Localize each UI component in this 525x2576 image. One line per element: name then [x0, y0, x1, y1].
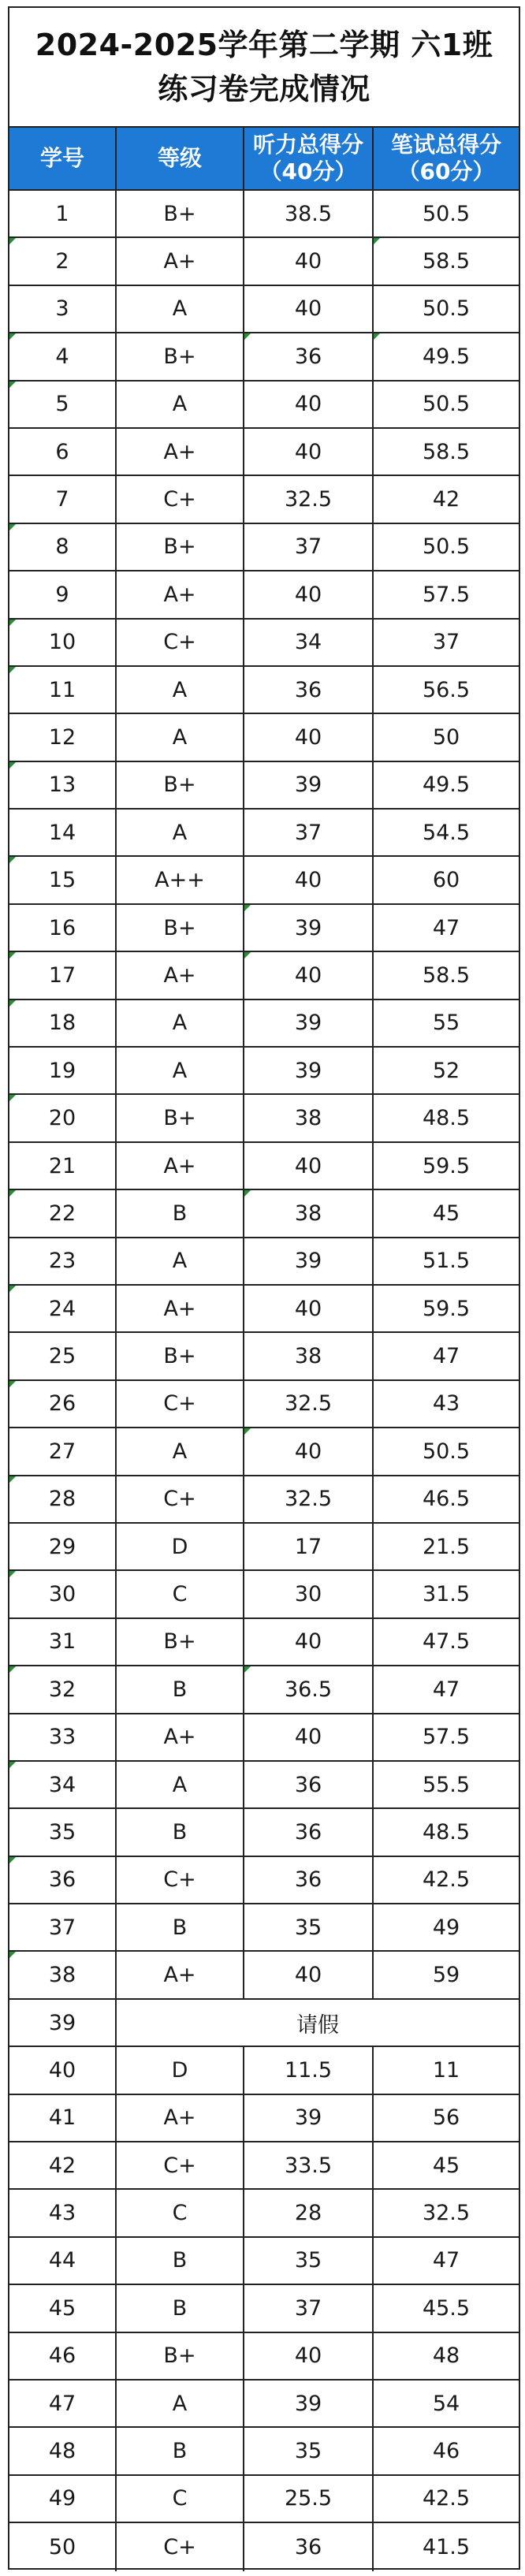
cell-id: 2 — [9, 238, 117, 284]
cell-grade: A — [117, 714, 244, 760]
cell-written: 57.5 — [422, 582, 471, 607]
table-row — [9, 2238, 519, 2285]
cell-written: 49.5 — [422, 772, 471, 798]
cell-grade: B — [117, 1666, 244, 1712]
cell-grade: A+ — [117, 1143, 244, 1189]
cell-grade: B — [117, 2428, 244, 2474]
cell-id: 15 — [9, 857, 117, 903]
cell-listening: 40 — [244, 1143, 374, 1189]
cell-indicator-icon — [9, 1666, 16, 1673]
cell-id: 40 — [9, 2047, 117, 2093]
cell-listening: 39 — [244, 2381, 374, 2426]
cell-listening: 39 — [244, 2095, 374, 2141]
cell-id: 11 — [9, 667, 117, 713]
column-header-listening-line2: （40分） — [259, 158, 357, 184]
table-row — [9, 1904, 519, 1952]
cell-written: 45 — [432, 2153, 460, 2178]
cell-listening: 32.5 — [244, 1381, 374, 1427]
cell-grade: A+ — [117, 1714, 244, 1760]
cell-listening: 40 — [244, 1952, 374, 1997]
cell-id: 43 — [9, 2190, 117, 2235]
cell-listening: 32.5 — [244, 1476, 374, 1522]
table-row — [9, 952, 519, 1000]
column-header-listening-line1: 听力总得分 — [252, 132, 363, 158]
cell-indicator-icon — [9, 1381, 16, 1387]
table-row — [9, 2428, 519, 2475]
cell-written: 48 — [432, 2343, 460, 2369]
cell-listening: 17 — [244, 1524, 374, 1569]
cell-grade: B+ — [117, 1333, 244, 1379]
cell-id: 4 — [9, 333, 117, 379]
table-row — [9, 1048, 519, 1095]
cell-grade: D — [117, 2047, 244, 2093]
cell-listening: 35 — [244, 2238, 374, 2284]
cell-id: 39 — [9, 2000, 117, 2046]
cell-id: 36 — [9, 1857, 117, 1903]
cell-listening: 36 — [244, 2523, 374, 2570]
cell-written: 56 — [432, 2105, 460, 2131]
cell-indicator-icon — [9, 1952, 16, 1958]
table-row — [9, 238, 519, 285]
column-header-grade-label: 等级 — [157, 145, 202, 171]
cell-id: 14 — [9, 810, 117, 855]
cell-listening: 40 — [244, 429, 374, 475]
cell-indicator-icon — [9, 762, 16, 769]
table-row — [9, 191, 519, 238]
cell-listening: 39 — [244, 1238, 374, 1284]
table-row — [9, 1000, 519, 1048]
cell-id: 3 — [9, 286, 117, 332]
cell-grade: C — [117, 1571, 244, 1617]
cell-grade: B — [117, 2238, 244, 2284]
cell-written: 52 — [432, 1058, 460, 1083]
cell-written: 45 — [432, 1201, 460, 1226]
cell-grade: A — [117, 1048, 244, 1093]
cell-indicator-icon — [244, 1666, 251, 1673]
cell-listening: 40 — [244, 952, 374, 998]
cell-grade: B — [117, 1190, 244, 1236]
cell-id: 28 — [9, 1476, 117, 1522]
cell-written: 49 — [432, 1915, 460, 1940]
cell-listening: 38 — [244, 1095, 374, 1141]
cell-listening: 33.5 — [244, 2142, 374, 2188]
cell-id: 38 — [9, 1952, 117, 1997]
cell-written: 48.5 — [422, 1106, 471, 1131]
cell-indicator-icon — [9, 524, 16, 530]
table-row — [9, 1381, 519, 1428]
cell-indicator-icon — [374, 333, 380, 340]
cell-grade: A — [117, 810, 244, 855]
cell-id: 32 — [9, 1666, 117, 1712]
cell-indicator-icon — [244, 1428, 251, 1435]
table-row — [9, 1333, 519, 1380]
cell-grade: B+ — [117, 1095, 244, 1141]
cell-listening: 40 — [244, 571, 374, 617]
cell-note: 请假 — [296, 2012, 339, 2038]
cell-written: 55.5 — [422, 1772, 471, 1797]
cell-indicator-icon — [374, 238, 380, 244]
cell-id: 35 — [9, 1809, 117, 1855]
cell-id: 31 — [9, 1619, 117, 1665]
cell-indicator-icon — [9, 1190, 16, 1197]
score-sheet — [8, 6, 520, 2570]
table-row — [9, 2047, 519, 2094]
cell-grade: A+ — [117, 952, 244, 998]
cell-id: 18 — [9, 1000, 117, 1046]
cell-written: 58.5 — [422, 439, 471, 464]
cell-listening: 38 — [244, 1333, 374, 1379]
cell-written: 51.5 — [422, 1249, 471, 1274]
cell-indicator-icon — [244, 1190, 251, 1197]
cell-id: 9 — [9, 571, 117, 617]
table-row — [9, 2476, 519, 2523]
cell-written: 54.5 — [422, 820, 471, 845]
cell-id: 49 — [9, 2476, 117, 2522]
cell-written: 56.5 — [422, 677, 471, 702]
table-row — [9, 1619, 519, 1666]
title-block — [9, 8, 519, 128]
cell-grade: A — [117, 2381, 244, 2426]
cell-indicator-icon — [9, 1000, 16, 1007]
table-row — [9, 2000, 519, 2047]
cell-written: 42.5 — [422, 2486, 471, 2511]
cell-grade: B+ — [117, 1619, 244, 1665]
cell-grade: C+ — [117, 2142, 244, 2188]
cell-id: 30 — [9, 1571, 117, 1617]
column-header-id-label: 学号 — [39, 145, 84, 171]
cell-written: 46.5 — [422, 1487, 471, 1512]
cell-grade: A+ — [117, 571, 244, 617]
cell-grade: B+ — [117, 2333, 244, 2379]
cell-id: 47 — [9, 2381, 117, 2426]
cell-written: 60 — [432, 868, 460, 893]
table-row — [9, 1428, 519, 1476]
table-row — [9, 857, 519, 904]
cell-written: 57.5 — [422, 1725, 471, 1750]
cell-id: 50 — [9, 2523, 117, 2570]
table-row — [9, 2523, 519, 2570]
cell-listening: 40 — [244, 382, 374, 427]
cell-indicator-icon — [9, 333, 16, 340]
cell-indicator-icon — [9, 667, 16, 673]
cell-written: 46 — [432, 2439, 460, 2464]
cell-grade: B — [117, 1809, 244, 1855]
cell-listening: 39 — [244, 1000, 374, 1046]
cell-written: 50.5 — [422, 392, 471, 417]
cell-written: 54 — [432, 2391, 460, 2416]
cell-grade: A+ — [117, 238, 244, 284]
cell-written: 59.5 — [422, 1296, 471, 1321]
cell-grade: B+ — [117, 333, 244, 379]
cell-grade: C+ — [117, 1381, 244, 1427]
cell-listening: 34 — [244, 620, 374, 665]
cell-written: 42 — [432, 487, 460, 512]
table-row — [9, 2190, 519, 2237]
cell-listening: 40 — [244, 238, 374, 284]
cell-listening: 40 — [244, 1714, 374, 1760]
table-row — [9, 1238, 519, 1286]
cell-grade: A — [117, 286, 244, 332]
cell-grade: A+ — [117, 1286, 244, 1331]
cell-grade: B+ — [117, 524, 244, 570]
cell-id: 46 — [9, 2333, 117, 2379]
cell-written: 50.5 — [422, 1439, 471, 1464]
column-header-written — [374, 128, 519, 189]
cell-written: 45.5 — [422, 2295, 471, 2321]
cell-written: 47 — [432, 2248, 460, 2273]
cell-written: 47 — [432, 1677, 460, 1702]
cell-id: 20 — [9, 1095, 117, 1141]
cell-listening: 11.5 — [244, 2047, 374, 2093]
cell-written: 47 — [432, 1344, 460, 1369]
cell-id: 25 — [9, 1333, 117, 1379]
cell-indicator-icon — [9, 1286, 16, 1292]
cell-grade: A++ — [117, 857, 244, 903]
cell-grade: B — [117, 2285, 244, 2331]
cell-id: 41 — [9, 2095, 117, 2141]
cell-listening: 39 — [244, 1048, 374, 1093]
cell-listening: 40 — [244, 286, 374, 332]
table-row — [9, 333, 519, 381]
column-header-written-line2: （60分） — [397, 158, 495, 184]
cell-id: 48 — [9, 2428, 117, 2474]
cell-written: 55 — [432, 1011, 460, 1036]
cell-grade: C — [117, 2476, 244, 2522]
cell-listening: 40 — [244, 1428, 374, 1474]
cell-listening: 28 — [244, 2190, 374, 2235]
table-row — [9, 1714, 519, 1762]
cell-written: 48.5 — [422, 1819, 471, 1845]
cell-id: 12 — [9, 714, 117, 760]
cell-written: 32.5 — [422, 2201, 471, 2226]
cell-written: 47.5 — [422, 1629, 471, 1655]
cell-written: 59 — [432, 1963, 460, 1988]
cell-id: 13 — [9, 762, 117, 808]
cell-id: 7 — [9, 476, 117, 522]
cell-listening: 36 — [244, 1809, 374, 1855]
cell-id: 10 — [9, 620, 117, 665]
table-row — [9, 1476, 519, 1524]
cell-grade: B+ — [117, 762, 244, 808]
table-row — [9, 1143, 519, 1190]
cell-id: 8 — [9, 524, 117, 570]
table-body — [9, 191, 519, 2571]
cell-listening: 40 — [244, 1619, 374, 1665]
table-row — [9, 1524, 519, 1571]
cell-id: 24 — [9, 1286, 117, 1331]
cell-listening: 35 — [244, 2428, 374, 2474]
cell-id: 17 — [9, 952, 117, 998]
cell-grade: C — [117, 2190, 244, 2235]
cell-id: 1 — [9, 191, 117, 236]
cell-listening: 37 — [244, 2285, 374, 2331]
table-row — [9, 1809, 519, 1856]
cell-listening: 40 — [244, 857, 374, 903]
table-row — [9, 1952, 519, 1999]
cell-written: 50.5 — [422, 201, 471, 226]
cell-written: 58.5 — [374, 238, 519, 284]
cell-written: 47 — [432, 915, 460, 940]
page-title: 2024-2025学年第二学期 六1班 — [35, 28, 493, 62]
cell-listening: 36 — [244, 667, 374, 713]
cell-written: 42.5 — [422, 1867, 471, 1893]
cell-grade: C+ — [117, 620, 244, 665]
cell-indicator-icon — [9, 1095, 16, 1101]
cell-grade: A — [117, 382, 244, 427]
table-row — [9, 905, 519, 952]
cell-grade: C+ — [117, 1857, 244, 1903]
table-row — [9, 1762, 519, 1809]
cell-indicator-icon — [9, 382, 16, 388]
column-header-written-line1: 笔试总得分 — [390, 132, 501, 158]
cell-grade: C+ — [117, 476, 244, 522]
table-row — [9, 382, 519, 429]
cell-listening: 40 — [244, 1286, 374, 1331]
cell-indicator-icon — [244, 905, 251, 911]
cell-indicator-icon — [9, 238, 16, 244]
cell-grade: A — [117, 1238, 244, 1284]
cell-listening: 36 — [244, 333, 374, 379]
cell-grade: A+ — [117, 1952, 244, 1997]
cell-grade: A — [117, 1762, 244, 1807]
table-row — [9, 476, 519, 523]
table-row — [9, 1571, 519, 1618]
cell-grade: A+ — [117, 429, 244, 475]
cell-id: 42 — [9, 2142, 117, 2188]
cell-written: 11 — [432, 2057, 460, 2083]
table-row — [9, 286, 519, 333]
table-row — [9, 1286, 519, 1333]
cell-grade: B — [117, 1904, 244, 1950]
table-row — [9, 667, 519, 714]
table-row — [9, 2285, 519, 2332]
cell-written: 58.5 — [422, 962, 471, 988]
cell-listening: 38 — [244, 1190, 374, 1236]
cell-grade: B+ — [117, 191, 244, 236]
cell-grade: C+ — [117, 2523, 244, 2570]
column-header-grade — [117, 128, 244, 189]
table-row — [9, 2333, 519, 2381]
column-header-listening — [244, 128, 374, 189]
table-row — [9, 524, 519, 571]
cell-id: 44 — [9, 2238, 117, 2284]
table-row — [9, 1190, 519, 1238]
cell-listening: 36.5 — [244, 1666, 374, 1712]
table-row — [9, 762, 519, 810]
cell-listening: 36 — [244, 1762, 374, 1807]
cell-written: 50.5 — [422, 296, 471, 322]
cell-id: 33 — [9, 1714, 117, 1760]
cell-written: 21.5 — [422, 1534, 471, 1559]
table-row — [9, 1857, 519, 1904]
column-header-id — [9, 128, 117, 189]
cell-written: 41.5 — [422, 2534, 471, 2559]
table-row — [9, 1666, 519, 1714]
cell-written: 43 — [432, 1391, 460, 1416]
table-row — [9, 620, 519, 667]
cell-id: 16 — [9, 905, 117, 951]
cell-grade: B+ — [117, 905, 244, 951]
table-row — [9, 571, 519, 619]
table-header — [9, 128, 519, 191]
cell-id: 37 — [9, 1904, 117, 1950]
table-row — [9, 1095, 519, 1142]
cell-id: 45 — [9, 2285, 117, 2331]
cell-listening: 35 — [244, 1904, 374, 1950]
cell-listening: 30 — [244, 1571, 374, 1617]
cell-indicator-icon — [244, 333, 251, 340]
cell-listening: 39 — [244, 762, 374, 808]
cell-id: 5 — [9, 382, 117, 427]
cell-grade: C+ — [117, 1476, 244, 1522]
cell-grade: A+ — [117, 2095, 244, 2141]
cell-written: 59.5 — [422, 1153, 471, 1178]
cell-id: 21 — [9, 1143, 117, 1189]
cell-listening: 37 — [244, 524, 374, 570]
cell-id: 23 — [9, 1238, 117, 1284]
cell-listening: 39 — [244, 905, 374, 951]
cell-listening: 25.5 — [244, 2476, 374, 2522]
table-row — [9, 2142, 519, 2190]
cell-indicator-icon — [9, 952, 16, 959]
cell-id: 27 — [9, 1428, 117, 1474]
cell-id: 26 — [9, 1381, 117, 1427]
table-row — [9, 2381, 519, 2428]
cell-id: 29 — [9, 1524, 117, 1569]
cell-listening: 32.5 — [244, 476, 374, 522]
cell-id: 6 — [9, 429, 117, 475]
cell-id: 34 — [9, 1762, 117, 1807]
cell-indicator-icon — [9, 1476, 16, 1483]
cell-written: 49.5 — [374, 333, 519, 379]
cell-grade: A — [117, 1000, 244, 1046]
cell-indicator-icon — [244, 952, 251, 959]
cell-grade: A — [117, 1428, 244, 1474]
cell-listening: 40 — [244, 714, 374, 760]
cell-indicator-icon — [9, 620, 16, 626]
cell-listening: 40 — [244, 2333, 374, 2379]
cell-indicator-icon — [9, 1762, 16, 1768]
cell-indicator-icon — [9, 1571, 16, 1577]
table-row — [9, 714, 519, 761]
cell-indicator-icon — [9, 857, 16, 863]
table-row — [9, 2095, 519, 2142]
cell-listening: 36 — [244, 1857, 374, 1903]
cell-grade: A — [117, 667, 244, 713]
cell-written: 31.5 — [422, 1582, 471, 1607]
cell-indicator-icon — [9, 1857, 16, 1863]
cell-written: 37 — [432, 630, 460, 655]
cell-id: 19 — [9, 1048, 117, 1093]
page-subtitle: 练习卷完成情况 — [158, 72, 370, 106]
cell-id: 22 — [9, 1190, 117, 1236]
cell-grade: D — [117, 1524, 244, 1569]
cell-written: 50 — [432, 724, 460, 750]
table-row — [9, 810, 519, 857]
cell-listening: 38.5 — [244, 191, 374, 236]
table-row — [9, 429, 519, 476]
cell-written: 50.5 — [422, 534, 471, 560]
cell-listening: 37 — [244, 810, 374, 855]
